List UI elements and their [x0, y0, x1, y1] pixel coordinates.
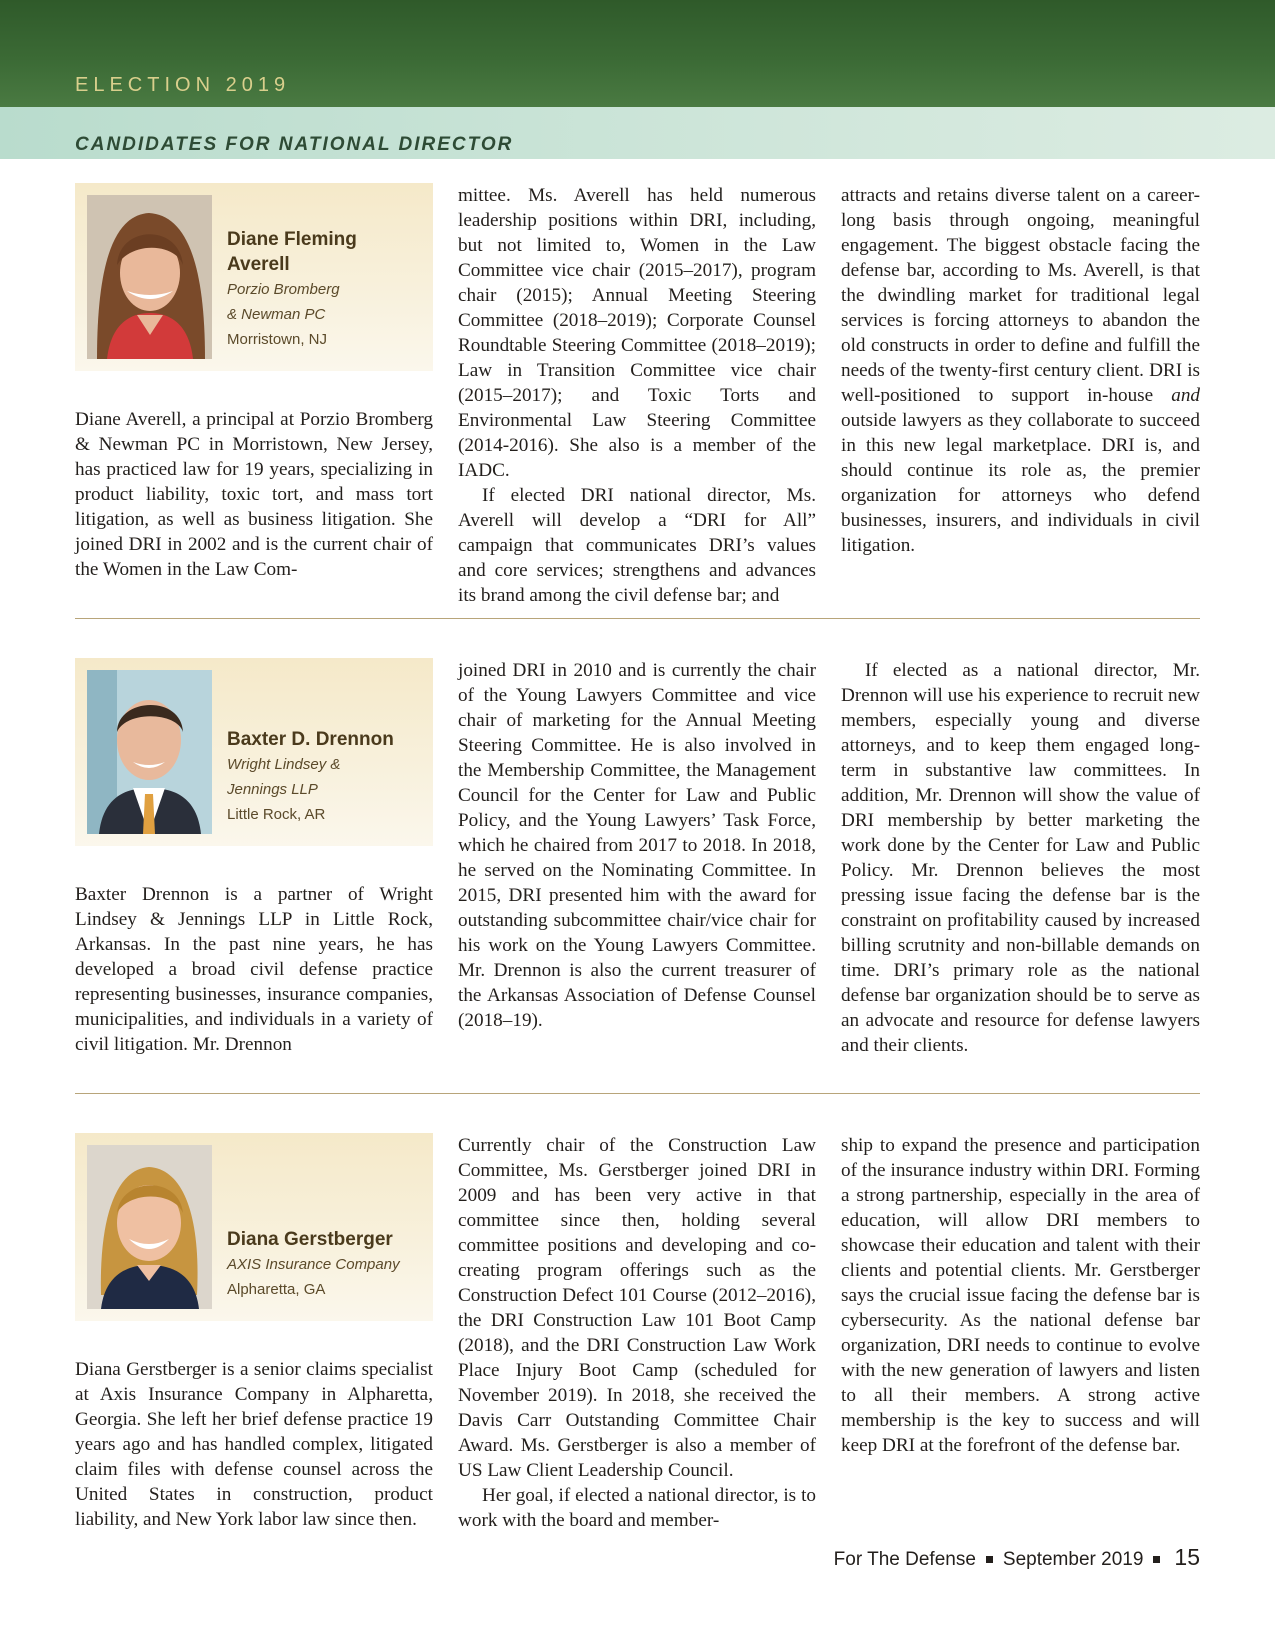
candidate-city: Little Rock, AR	[227, 806, 326, 823]
bio-column-1	[75, 1357, 433, 1532]
candidate-name: Baxter D. Drennon	[227, 729, 394, 750]
bio-column-3	[841, 658, 1200, 1058]
bio-paragraph: Currently chair of the Construction Law Committee, Ms. Gerstberger joined DRI in 2009 and has been very active in that committee since then, holding several committee positions and developing and co-creating program offerings such as the Construction Defect 101 Course (2012–2016), the DRI Construction Law 101 Boot Camp (2018), and the DRI Construction Law Work Place Injury Boot Camp (scheduled for November 2019). In 2018, she received the Davis Carr Outstanding Committee Chair Award. Ms. Gerstberger is also a member of US Law Client Leadership Council.	[458, 1135, 816, 1481]
candidate-drennon	[75, 658, 1200, 1058]
bio-paragraph: If elected as a national director, Mr. Drennon will use his experience to recruit new members, especially young and diverse attorneys, and to keep them engaged long-term in substantive law committees. In addition, Mr. Drennon will show the value of DRI membership by better marketing the work done by the Center for Law and Public Policy. Mr. Drennon believes the most pressing issue facing the defense bar is the constraint on profitability caused by increased billing scrutnity and non-billable demands on time. DRI’s primary role as the national defense bar organization should be to serve as an advocate and resource for defense lawyers and their clients.	[841, 660, 1200, 1056]
bio-column-2	[458, 183, 816, 608]
bio-text: attracts and retains diverse talent on a career-long basis through ongoing, meaningful engagement. The biggest obstacle facing the defense bar, according to Ms. Averell, is that the dwindling market for traditional legal services is forcing attorneys to abandon the old constructs in order to define and fulfill the needs of the twenty-first century client. DRI is well-positioned to support in-house	[841, 185, 1200, 406]
candidate-name: Diane Fleming	[227, 229, 357, 250]
bio-paragraph: mittee. Ms. Averell has held numerous leadership positions within DRI, including, but not limited to, Women in the Law Committee vice chair (2015–2017), program chair (2015); Annual Meeting Steering Committee (2018–2019); Corporate Counsel Roundtable Steering Committee (2018–2019); Law in Transition Committee vice chair (2015–2017); and Toxic Torts and Environmental Law Steering Committee (2014-2016). She also is a member of the IADC.	[458, 185, 816, 481]
candidate-card	[75, 183, 433, 371]
candidate-card	[75, 658, 433, 846]
bio-column-2	[458, 1133, 816, 1533]
candidate-averell	[75, 183, 1200, 606]
separator-square-icon	[1153, 1556, 1160, 1563]
candidate-photo	[87, 670, 212, 834]
header-band	[0, 0, 1275, 107]
bio-column-3	[841, 1133, 1200, 1458]
section-label: ELECTION 2019	[75, 74, 291, 96]
candidate-firm: & Newman PC	[227, 306, 326, 323]
bio-emphasis: and	[1171, 385, 1200, 406]
bio-paragraph	[841, 183, 1200, 558]
issue-date: September 2019	[1002, 1549, 1144, 1570]
candidate-name: Averell	[227, 254, 290, 275]
bio-text: outside lawyers as they collaborate to succeed in this new legal marketplace. DRI is, and should continue its role as, the premier organization for attorneys who defend businesses, insurers, and individuals in civil litigation.	[841, 410, 1200, 556]
candidate-photo	[87, 195, 212, 359]
candidate-gerstberger	[75, 1133, 1200, 1533]
bio-paragraph: Her goal, if elected a national director, is to work with the board and member-	[458, 1485, 816, 1531]
section-divider	[75, 618, 1200, 619]
candidate-name: Diana Gerstberger	[227, 1229, 393, 1250]
bio-column-2	[458, 658, 816, 1033]
bio-column-1	[75, 407, 433, 582]
bio-column-3	[841, 183, 1200, 558]
subsection-label: CANDIDATES FOR NATIONAL DIRECTOR	[75, 134, 514, 155]
candidate-card	[75, 1133, 433, 1321]
section-divider	[75, 1093, 1200, 1094]
page-number: 15	[1174, 1544, 1200, 1570]
bio-paragraph: Diane Averell, a principal at Porzio Bromberg & Newman PC in Morristown, New Jersey, has practiced law for 19 years, specializing in product liability, toxic tort, and mass tort litigation, as well as business litigation. She joined DRI in 2002 and is the current chair of the Women in the Law Com-	[75, 409, 433, 580]
bio-paragraph: ship to expand the presence and participation of the insurance industry within DRI. Forming a strong partnership, especially in the area of education, will allow DRI members to showcase their education and talent with their clients and potential clients. Mr. Gerstberger says the crucial issue facing the defense bar is cybersecurity. As the national defense bar organization, DRI needs to continue to evolve with the new generation of lawyers and listen to all their members. A strong active membership is the key to success and will keep DRI at the forefront of the defense bar.	[841, 1135, 1200, 1456]
candidate-firm: Wright Lindsey &	[227, 756, 341, 773]
candidate-city: Alpharetta, GA	[227, 1281, 326, 1298]
subheader-band	[0, 107, 1275, 159]
bio-paragraph: joined DRI in 2010 and is currently the chair of the Young Lawyers Committee and vice chair of marketing for the Annual Meeting Steering Committee. He is also involved in the Membership Committee, the Management Council for the Center for Law and Public Policy, and the Young Lawyers’ Task Force, which he chaired from 2017 to 2018. In 2018, he served on the Nominating Committee. In 2015, DRI presented him with the award for outstanding subcommittee chair/vice chair for his work on the Young Lawyers Committee. Mr. Drennon is also the current treasurer of the Arkansas Association of Defense Counsel (2018–19).	[458, 660, 816, 1031]
publication-name: For The Defense	[833, 1549, 976, 1570]
separator-square-icon	[986, 1556, 993, 1563]
candidate-firm: Jennings LLP	[227, 781, 318, 798]
candidate-firm: AXIS Insurance Company	[227, 1256, 400, 1273]
bio-paragraph: Diana Gerstberger is a senior claims specialist at Axis Insurance Company in Alpharetta, Georgia. She left her brief defense practice 19 years ago and has handled complex, litigated claim files with defense counsel across the United States in construction, product liability, and New York labor law since then.	[75, 1359, 433, 1530]
bio-paragraph: If elected DRI national director, Ms. Averell will develop a “DRI for All” campaign that communicates DRI’s values and core services; strengthens and advances its brand among the civil defense bar; and	[458, 485, 816, 606]
bio-column-1	[75, 882, 433, 1057]
page-footer	[834, 1544, 1200, 1571]
candidate-photo	[87, 1145, 212, 1309]
candidate-firm: Porzio Bromberg	[227, 281, 340, 298]
candidate-city: Morristown, NJ	[227, 331, 328, 348]
bio-paragraph: Baxter Drennon is a partner of Wright Lindsey & Jennings LLP in Little Rock, Arkansas. In the past nine years, he has developed a broad civil defense practice representing businesses, insurance companies, municipalities, and individuals in a variety of civil litigation. Mr. Drennon	[75, 884, 433, 1055]
